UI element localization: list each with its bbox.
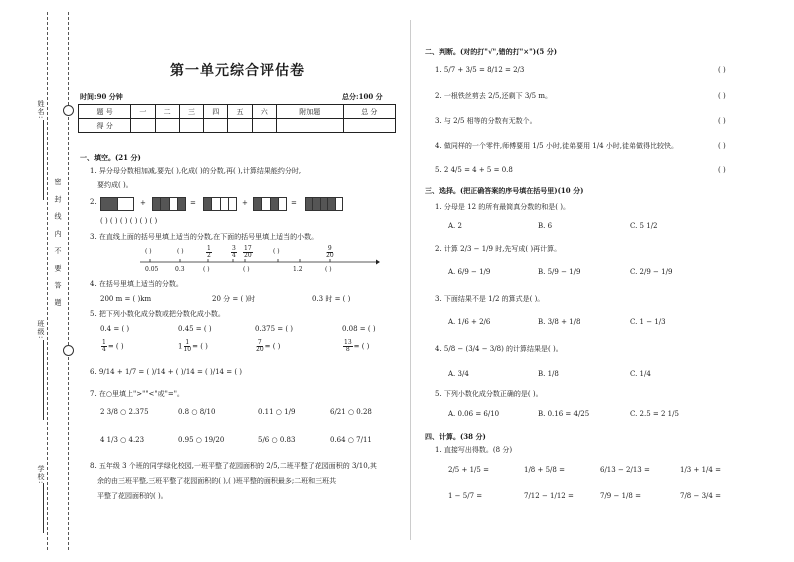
score-header-cell: 二 bbox=[155, 105, 179, 119]
choice-option[interactable]: B. 3/8 + 1/8 bbox=[538, 318, 581, 326]
question-1-5-item: 0.4 = ( ) bbox=[100, 325, 130, 333]
score-header-cell: 五 bbox=[228, 105, 252, 119]
question-1-2-label: 2. bbox=[90, 198, 97, 206]
question-1-3: 3. 在直线上面的括号里填上适当的分数,在下面的括号里填上适当的小数。 bbox=[90, 233, 319, 241]
choice-option[interactable]: B. 0.16 = 4/25 bbox=[538, 410, 590, 418]
question-1-4-item: 20 分 = ( )时 bbox=[212, 295, 256, 303]
name-underline bbox=[43, 120, 44, 200]
fraction-bar bbox=[253, 197, 287, 211]
score-row-label: 得 分 bbox=[79, 119, 131, 133]
calc-item: 1/3 + 1/4 = bbox=[680, 466, 721, 474]
question-1-5-row2 bbox=[100, 340, 124, 353]
judge-answer-blank[interactable]: ( ) bbox=[718, 117, 726, 125]
question-1-2-blanks: ( ) ( ) ( ) ( ) ( ) ( ) bbox=[100, 217, 158, 225]
choice-option[interactable]: C. 1/4 bbox=[630, 370, 651, 378]
fraction bbox=[343, 340, 353, 353]
score-cell[interactable] bbox=[179, 119, 203, 133]
fraction-numerator: 3 bbox=[232, 245, 236, 252]
fraction-numerator: 7 bbox=[257, 339, 262, 346]
fraction-numerator: 9 bbox=[327, 245, 332, 252]
choice-option[interactable]: C. 2.5 = 2 1/5 bbox=[630, 410, 679, 418]
fraction-numerator: 13 bbox=[344, 339, 352, 346]
fraction bbox=[183, 340, 191, 353]
judge-answer-blank[interactable]: ( ) bbox=[718, 166, 726, 174]
calc-item: 2/5 + 1/5 = bbox=[448, 466, 489, 474]
fraction-denominator: 8 bbox=[345, 346, 350, 353]
choice-question: 1. 分母是 12 的所有最简真分数的和是( )。 bbox=[435, 203, 570, 211]
score-cell[interactable] bbox=[252, 119, 276, 133]
choice-option[interactable]: B. 1/8 bbox=[538, 370, 559, 378]
question-1-4: 4. 在括号里填上适当的分数。 bbox=[90, 280, 183, 288]
question-1-5-row2 bbox=[342, 340, 369, 353]
binding-dashed-line bbox=[47, 12, 48, 550]
fraction-denominator: 4 bbox=[102, 346, 106, 353]
fraction-bar bbox=[203, 197, 237, 211]
compare-item: 6/21 ○ 0.28 bbox=[330, 408, 372, 416]
question-1-6: 6. 9/14 + 1/7 = ( )/14 + ( )/14 = ( )/14 = ( ) bbox=[90, 368, 243, 376]
answer-blank: = ( ) bbox=[107, 342, 124, 351]
choice-option[interactable]: C. 5 1/2 bbox=[630, 222, 658, 230]
judge-item: 2. 一根铁丝剪去 2/5,还剩下 3/5 m。 bbox=[435, 92, 552, 100]
question-1-1: 1. 异分母分数相加减,要先( ),化成( )的分数,再( ),计算结果能约分时, bbox=[90, 167, 302, 175]
judge-answer-blank[interactable]: ( ) bbox=[718, 66, 726, 74]
score-cell[interactable] bbox=[343, 119, 395, 133]
section-1-title: 一、填空。(21 分) bbox=[80, 153, 141, 162]
fraction-denominator: 2 bbox=[207, 252, 211, 259]
choice-option[interactable]: A. 6/9 − 1/9 bbox=[448, 268, 491, 276]
score-cell[interactable] bbox=[276, 119, 343, 133]
judge-answer-blank[interactable]: ( ) bbox=[718, 92, 726, 100]
nl-bottom-blank: ( ) bbox=[243, 266, 250, 273]
calc-item: 6/13 − 2/13 = bbox=[600, 466, 650, 474]
question-1-4-item: 200 m = ( )km bbox=[100, 295, 152, 303]
judge-item: 3. 与 2/5 相等的分数有无数个。 bbox=[435, 117, 537, 125]
score-header-cell: 六 bbox=[252, 105, 276, 119]
seal-line-text: 密 封 线 内 不 要 答 题 bbox=[54, 178, 62, 310]
fraction-denominator: 20 bbox=[256, 346, 264, 353]
class-field[interactable] bbox=[36, 320, 46, 339]
fraction-denominator: 20 bbox=[326, 252, 334, 259]
class-label: 班级: bbox=[37, 320, 45, 340]
calc-item: 1/8 + 5/8 = bbox=[524, 466, 565, 474]
question-1-8: 8. 五年级 3 个班的同学绿化校园,一班平整了花园面积的 2/5,二班平整了花园面积的 3/10,其 bbox=[90, 462, 377, 470]
fraction-numerator: 1 bbox=[185, 339, 190, 346]
calc-item: 1 − 5/7 = bbox=[448, 492, 483, 500]
choice-option[interactable]: A. 2 bbox=[448, 222, 462, 230]
exam-time: 时间:90 分钟 bbox=[80, 92, 123, 101]
answer-blank: = ( ) bbox=[264, 342, 281, 351]
plus-sign: + bbox=[140, 199, 146, 207]
compare-item: 4 1/3 ○ 4.23 bbox=[100, 436, 145, 444]
question-1-1-cont: 要约成( )。 bbox=[97, 181, 133, 189]
answer-blank: = ( ) bbox=[192, 342, 208, 351]
question-1-4-item: 0.3 时 = ( ) bbox=[312, 295, 351, 303]
section-4-sub-1: 1. 直接写出得数。(8 分) bbox=[435, 446, 513, 454]
choice-question: 5. 下列小数化成分数正确的是( )。 bbox=[435, 390, 543, 398]
question-1-7: 7. 在○里填上">""<"或"="。 bbox=[90, 390, 184, 398]
fraction-denominator: 20 bbox=[244, 252, 252, 259]
question-1-5-row2: 1 $\frac{1}{10}$ = ( ) bbox=[178, 339, 208, 353]
fraction-numerator: 1 bbox=[102, 339, 106, 346]
fraction-denominator: 4 bbox=[232, 252, 236, 259]
binding-hole bbox=[63, 345, 74, 356]
fraction-denominator: 10 bbox=[183, 346, 192, 353]
exam-total: 总分:100 分 bbox=[342, 92, 383, 101]
school-underline bbox=[43, 483, 44, 533]
name-label: 姓名: bbox=[37, 100, 45, 120]
choice-option[interactable]: B. 5/9 − 1/9 bbox=[538, 268, 581, 276]
question-1-5-item: 0.375 = ( ) bbox=[255, 325, 294, 333]
page-title: 第一单元综合评估卷 bbox=[170, 63, 305, 79]
fraction bbox=[101, 340, 107, 353]
choice-option[interactable]: C. 2/9 − 1/9 bbox=[630, 268, 673, 276]
fraction-numerator: 17 bbox=[244, 245, 252, 252]
section-2-title: 二、判断。(对的打"√",错的打"×")(5 分) bbox=[425, 47, 558, 56]
fraction-bar bbox=[152, 197, 186, 211]
question-1-8-cont: 余的由三班平整,三班平整了花园面积的( ),( )班平整的面积最多;二班和三班共 bbox=[97, 477, 337, 485]
judge-answer-blank[interactable]: ( ) bbox=[718, 142, 726, 150]
fraction-bar bbox=[305, 197, 343, 211]
binding-dashed-line-inner bbox=[68, 12, 69, 550]
nl-bottom-blank: ( ) bbox=[203, 266, 210, 273]
score-table bbox=[78, 104, 396, 133]
question-1-8-cont: 平整了花园面积的( )。 bbox=[97, 492, 168, 500]
school-field[interactable] bbox=[36, 465, 46, 484]
score-header-cell: 三 bbox=[179, 105, 203, 119]
nl-top-blank: ( ) bbox=[145, 248, 152, 255]
score-cell[interactable] bbox=[204, 119, 228, 133]
choice-question: 2. 计算 2/3 − 1/9 时,先写成( )再计算。 bbox=[435, 245, 562, 253]
score-cell[interactable] bbox=[131, 119, 155, 133]
question-1-5-item: 0.08 = ( ) bbox=[342, 325, 376, 333]
compare-item: 5/6 ○ 0.83 bbox=[258, 436, 296, 444]
compare-item: 2 3/8 ○ 2.375 bbox=[100, 408, 149, 416]
score-header-cell: 总 分 bbox=[343, 105, 395, 119]
score-table-header-row bbox=[79, 105, 396, 119]
judge-item: 5. 2 4/5 = 4 + 5 = 0.8 bbox=[435, 166, 513, 174]
school-label: 学校: bbox=[37, 465, 45, 485]
choice-option[interactable]: C. 1 − 1/3 bbox=[630, 318, 666, 326]
question-1-5: 5. 把下列小数化成分数或把分数化成小数。 bbox=[90, 310, 225, 318]
nl-top-blank: ( ) bbox=[177, 248, 184, 255]
nl-bottom-value: 1.2 bbox=[293, 266, 303, 273]
judge-item: 1. 5/7 + 3/5 = 8/12 = 2/3 bbox=[435, 66, 525, 74]
calc-item: 7/9 − 1/8 = bbox=[600, 492, 641, 500]
fraction-numerator: 1 bbox=[207, 245, 211, 252]
nl-bottom-value: 0.3 bbox=[175, 266, 185, 273]
page-divider bbox=[410, 20, 411, 540]
judge-item: 4. 做同样的一个零件,师傅要用 1/5 小时,徒弟要用 1/4 小时,徒弟做得比较快。 bbox=[435, 142, 679, 150]
choice-question: 4. 5/8 − (3/4 − 3/8) 的计算结果是( )。 bbox=[435, 345, 563, 353]
fraction bbox=[256, 340, 264, 353]
score-header-cell: 题 号 bbox=[79, 105, 131, 119]
compare-item: 0.64 ○ 7/11 bbox=[330, 436, 372, 444]
equals-sign: = bbox=[291, 199, 297, 207]
score-header-cell: 一 bbox=[131, 105, 155, 119]
choice-option[interactable]: A. 1/6 + 2/6 bbox=[448, 318, 491, 326]
nl-bottom-blank: ( ) bbox=[325, 266, 332, 273]
choice-option[interactable]: A. 3/4 bbox=[448, 370, 469, 378]
calc-item: 7/12 − 1/12 = bbox=[524, 492, 574, 500]
calc-item: 7/8 − 3/4 = bbox=[680, 492, 721, 500]
score-cell[interactable] bbox=[155, 119, 179, 133]
choice-option[interactable]: B. 6 bbox=[538, 222, 553, 230]
score-table-score-row bbox=[79, 119, 396, 133]
compare-item: 0.95 ○ 19/20 bbox=[178, 436, 225, 444]
score-cell[interactable] bbox=[228, 119, 252, 133]
number-line bbox=[140, 258, 380, 266]
compare-item: 0.11 ○ 1/9 bbox=[258, 408, 296, 416]
name-field[interactable] bbox=[36, 100, 46, 119]
score-header-cell: 附加题 bbox=[276, 105, 343, 119]
question-1-5-item: 0.45 = ( ) bbox=[178, 325, 212, 333]
question-1-5-row2 bbox=[255, 340, 280, 353]
binding-hole bbox=[63, 105, 74, 116]
choice-question: 3. 下面结果不是 1/2 的算式是( )。 bbox=[435, 295, 545, 303]
nl-top-blank: ( ) bbox=[273, 248, 280, 255]
equals-sign: = bbox=[190, 199, 196, 207]
choice-option[interactable]: A. 0.06 = 6/10 bbox=[448, 410, 500, 418]
plus-sign: + bbox=[242, 199, 248, 207]
compare-item: 0.8 ○ 8/10 bbox=[178, 408, 216, 416]
section-3-title: 三、选择。(把正确答案的序号填在括号里)(10 分) bbox=[425, 186, 584, 195]
section-4-title: 四、计算。(38 分) bbox=[425, 432, 486, 441]
score-header-cell: 四 bbox=[204, 105, 228, 119]
class-underline bbox=[43, 340, 44, 420]
nl-bottom-value: 0.05 bbox=[145, 266, 159, 273]
fraction-bar bbox=[100, 197, 134, 211]
answer-blank: = ( ) bbox=[353, 342, 370, 351]
